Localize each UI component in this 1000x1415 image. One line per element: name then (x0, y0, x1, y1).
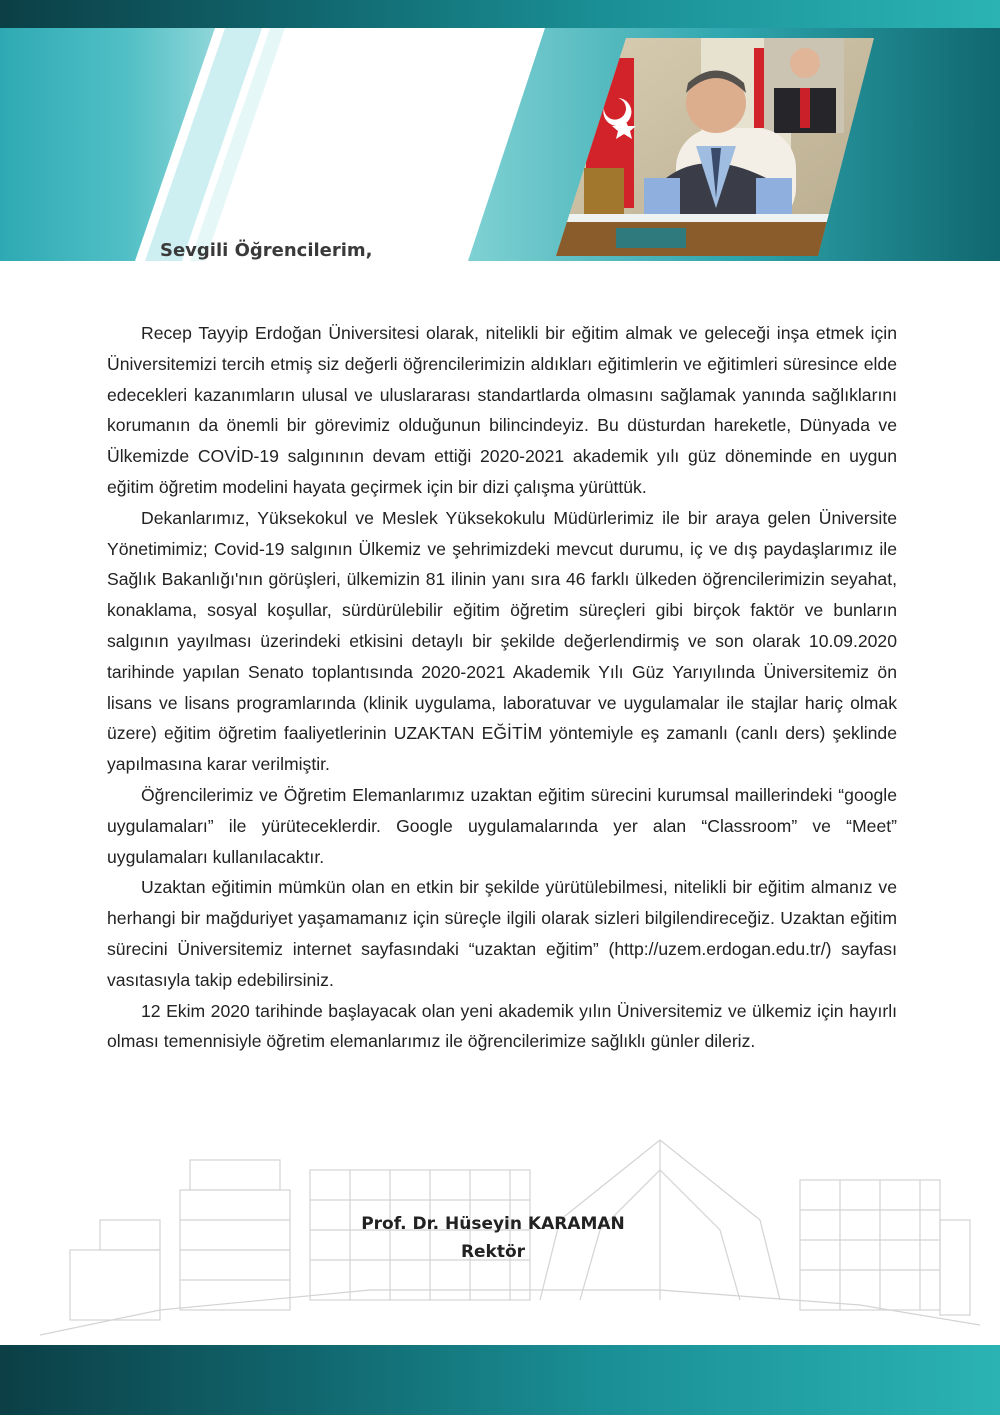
rector-photo (556, 38, 874, 256)
paragraph-5: 12 Ekim 2020 tarihinde başlayacak olan yeni akademik yılın Üniversitemiz ve ülkemiz için hayırlı olması temennisiyle öğretim elemanlarımız ile öğrencilerimize sağlıklı günler dileriz. (107, 1000, 897, 1052)
paragraph-3: Öğrencilerimiz ve Öğretim Elemanlarımız uzaktan eğitim sürecini kurumsal maillerindeki “google uygulamaları” ile yürüteceklerdir. Google uygulamalarında yer alan “Classroom” ve “Meet” uygulamaları kullanılacaktır. (107, 784, 897, 867)
greeting: Sevgili Öğrencilerim, (160, 240, 373, 261)
paragraph-2: Dekanlarımız, Yüksekokul ve Meslek Yüksekokulu Müdürlerimiz ile bir araya gelen Üniversite Yönetimimiz; Covid-19 salgının Ülkemiz ve şehrimizdeki mevcut durumu, iç ve dış paydaşlarımız ile Sağlık Bakanlığı'nın görüşleri, ülkemizin 81 ilinin yanı sıra 46 farklı ülkeden öğrencilerimizin seyahat, konaklama, sosyal koşullar, sürdürülebilir eğitim öğretim süreçleri gibi birçok faktör ve bunların salgının yayılması üzerindeki etkisini detaylı bir şekilde değerlendirmiş ve son olarak 10.09.2020 tarihinde yapılan Senato toplantısında 2020-2021 Akademik Yılı Güz Yarıyılında Üniversitemiz ön lisans ve lisans programlarında (klinik uygulama, laboratuvar ve uygulamalar ile stajlar hariç olmak üzere) eğitim öğretim faaliyetlerinin UZAKTAN EĞİTİM yöntemiyle eş zamanlı (canlı ders) şeklinde yapılmasına karar verilmiştir. (107, 507, 897, 775)
top-teal-band (0, 0, 1000, 28)
signature-block (0, 1210, 986, 1266)
letter-body (107, 318, 897, 1057)
paragraph-1: Recep Tayyip Erdoğan Üniversitesi olarak, nitelikli bir eğitim almak ve geleceği inşa etmek için Üniversitemizi tercih etmiş siz değerli öğrencilerimizin aldıkları eğitimlerin ve eğitimleri süresince elde edecekleri kazanımların ulusal ve uluslararası standartlarda olmasını sağlamak yanında sağlıklarını korumanın da önemli bir görevimiz olduğunun bilincindeyiz. Bu düsturdan hareketle, Dünyada ve Ülkemizde COVİD-19 salgınının devam ettiği 2020-2021 akademik yılı güz döneminde en uygun eğitim öğretim modelini hayata geçirmek için bir dizi çalışma yürüttük. (107, 323, 897, 497)
signature-title: Rektör (460, 1242, 526, 1262)
paragraph-4: Uzaktan eğitimin mümkün olan en etkin bir şekilde yürütülebilmesi, nitelikli bir eğitim almanız ve herhangi bir mağduriyet yaşamamanız için süreçle ilgili olarak sizleri bilgilendireceğiz. Uzaktan eğitim sürecini Üniversitemiz internet sayfasındaki “uzaktan eğitim” (http://uzem.erdogan.edu.tr/) sayfası vasıtasıyla takip edebilirsiniz. (107, 877, 897, 990)
signature-name: Prof. Dr. Hüseyin KARAMAN (361, 1214, 625, 1234)
bottom-teal-band (0, 1345, 1000, 1415)
